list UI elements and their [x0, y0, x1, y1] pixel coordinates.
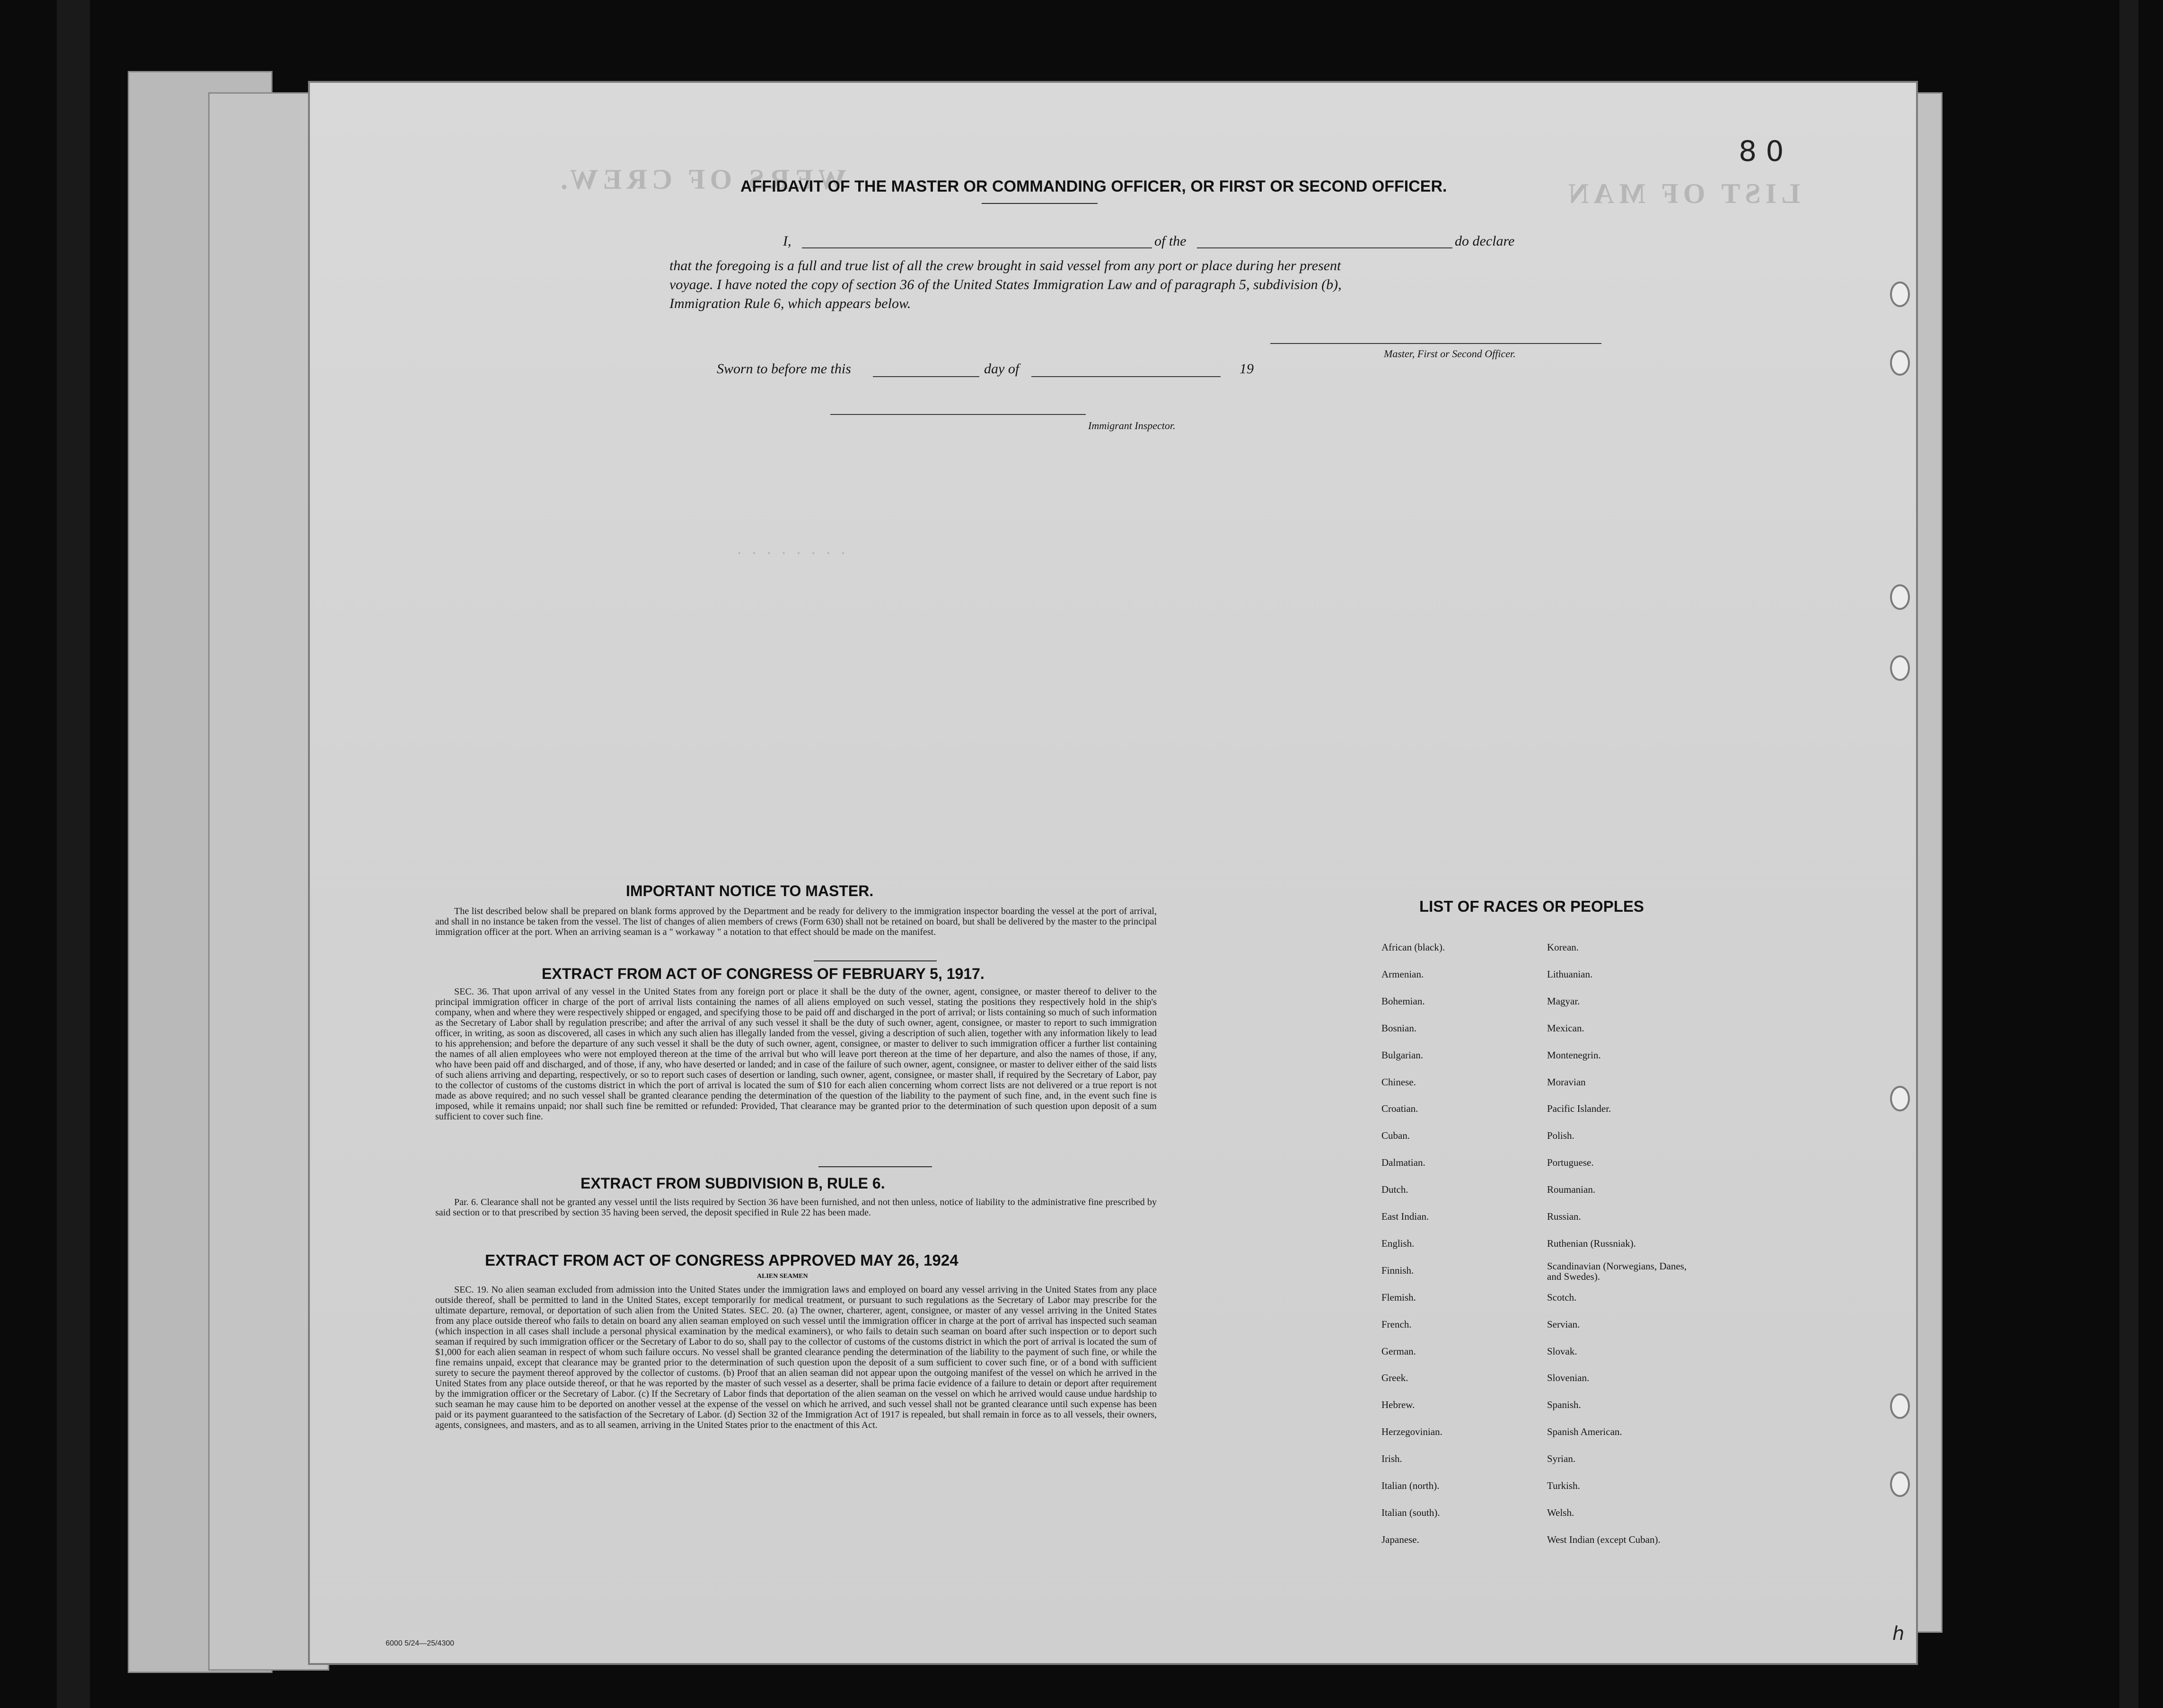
race-left-21: Italian (south).: [1381, 1506, 1440, 1518]
punch-hole-4: [1890, 655, 1910, 681]
race-right-12: Scandinavian (Norwegians, Danes, and Swedes).: [1547, 1260, 1687, 1282]
race-left-12: Finnish.: [1381, 1264, 1414, 1276]
affidavit-text-line-4: Immigration Rule 6, which appears below.: [669, 296, 911, 311]
extract-1917-rule: [818, 1166, 932, 1167]
race-left-0: African (black).: [1381, 942, 1445, 953]
form-number: 6000 5/24—25/4300: [386, 1639, 455, 1647]
race-left-15: German.: [1381, 1345, 1416, 1357]
race-right-16: Slovenian.: [1547, 1372, 1590, 1384]
race-left-22: Japanese.: [1381, 1533, 1419, 1545]
sworn-prefix: Sworn to before me this: [717, 361, 851, 377]
affidavit-i: I,: [783, 233, 791, 249]
inspector-label: Immigrant Inspector.: [1088, 420, 1176, 431]
punch-hole-6: [1890, 1393, 1910, 1419]
sworn-month-line: [1031, 376, 1221, 377]
race-right-22: West Indian (except Cuban).: [1547, 1533, 1661, 1545]
master-signature-line: [1270, 343, 1601, 344]
bleed-through-text: · · · · · · · ·: [736, 546, 847, 561]
race-right-17: Spanish.: [1547, 1399, 1581, 1411]
race-right-4: Montenegrin.: [1547, 1049, 1601, 1061]
notice-text: The list described below shall be prepared on blank forms approved by the Department and be ready for delivery to the immigration inspector boarding the vessel at the port of arrival, and shall in no instance be taken from the vessel. The list of changes of alien members of crews (Form 630) shall not be retained on board, but shall be delivered by the master to the principal immigration officer at the port. When an arriving seaman is a " workaway " a notation to that effect should be made on the manifest.: [435, 906, 1157, 937]
race-left-1: Armenian.: [1381, 968, 1424, 980]
race-left-2: Bohemian.: [1381, 995, 1425, 1007]
race-right-14: Servian.: [1547, 1318, 1580, 1330]
punch-hole-1: [1890, 282, 1910, 307]
race-right-15: Slovak.: [1547, 1345, 1577, 1357]
race-left-14: French.: [1381, 1318, 1412, 1330]
affidavit-name-line: [802, 247, 1152, 248]
extract-1924-title: EXTRACT FROM ACT OF CONGRESS APPROVED MAY 26, 1924: [485, 1251, 958, 1269]
master-signature-label: Master, First or Second Officer.: [1384, 348, 1516, 360]
race-right-3: Mexican.: [1547, 1022, 1584, 1034]
affidavit-do-declare: do declare: [1455, 233, 1515, 249]
race-right-9: Roumanian.: [1547, 1184, 1596, 1196]
race-left-9: Dutch.: [1381, 1184, 1408, 1196]
race-left-19: Irish.: [1381, 1453, 1402, 1465]
race-right-6: Pacific Islander.: [1547, 1103, 1611, 1115]
race-right-1: Lithuanian.: [1547, 968, 1593, 980]
race-left-7: Cuban.: [1381, 1130, 1410, 1142]
race-right-8: Portuguese.: [1547, 1157, 1594, 1169]
affidavit-title-rule: [982, 203, 1098, 204]
race-left-4: Bulgarian.: [1381, 1049, 1424, 1061]
affidavit-vessel-line: [1197, 247, 1452, 248]
race-left-17: Hebrew.: [1381, 1399, 1415, 1411]
affidavit-text-line-2: that the foregoing is a full and true list of all the crew brought in said vessel from any port or place during her present: [669, 258, 1341, 273]
race-left-5: Chinese.: [1381, 1076, 1416, 1088]
inspector-signature-line: [830, 414, 1086, 415]
race-left-10: East Indian.: [1381, 1211, 1429, 1222]
race-right-13: Scotch.: [1547, 1291, 1577, 1303]
race-left-8: Dalmatian.: [1381, 1157, 1425, 1169]
corner-handwritten-mark: 8 0: [1739, 135, 1784, 168]
race-right-21: Welsh.: [1547, 1506, 1574, 1518]
corner-tick-mark: h: [1892, 1623, 1905, 1645]
extract-rule6-text: Par. 6. Clearance shall not be granted any vessel until the lists required by Section 36 have been furnished, and not then unless, notice of liability to the administrative fine prescribed by said section or to that prescribed by section 35 having been served, the deposit specified in Rule 22 has been made.: [435, 1197, 1157, 1218]
race-right-19: Syrian.: [1547, 1453, 1576, 1465]
extract-1917-text: SEC. 36. That upon arrival of any vessel in the United States from any foreign port or place it shall be the duty of the owner, agent, consignee, or master thereof to deliver to the principal immigration officer in charge of the port of arrival lists containing the names of all aliens employed on such vessel, stating the positions they respectively hold in the ship's company, when and where they were respectively shipped or engaged, and specifying those to be paid off and discharged in the port of arrival; or lists containing so much of such information as the Secretary of Labor shall by regulation prescribe; and after the arrival of any such vessel it shall be the duty of such owner, agent, consignee, or master to report to such immigration officer, in writing, as soon as discovered, all cases in which any such alien has illegally landed from the vessel, giving a description of such alien, together with any information likely to lead to his apprehension; and before the departure of any such vessel it shall be the duty of such owner, agent, consignee, or master to deliver to such immigration officer a further list containing the names of all alien employees who were not employed thereon at the time of the arrival but who will leave port thereon at the time of her departure, and also the names of those, if any, who have been paid off and discharged, and of those, if any, who have deserted or landed; and in case of the failure of such owner, agent, consignee, or master to deliver either of the said lists of such aliens arriving and departing, respectively, or so to report such cases of desertion or landing, such owner, agent, consignee, or master shall, if required by the Secretary of Labor, pay to the collector of customs of the customs district in which the port of arrival is located the sum of $10 for each alien concerning whom correct lists are not delivered or a true report is not made as above required; and no such vessel shall be granted clearance pending the determination of the question of the liability to the payment of such fine, and, in the event such fine is imposed, while it remains unpaid; nor shall such fine be remitted or refunded: Provided, That clearance may be granted prior to the determination of such question upon deposit of a sum sufficient to cover such fine.: [435, 986, 1157, 1122]
notice-title: IMPORTANT NOTICE TO MASTER.: [626, 882, 874, 899]
punch-hole-7: [1890, 1471, 1910, 1497]
document-page: [310, 83, 1916, 1663]
affidavit-title: AFFIDAVIT OF THE MASTER OR COMMANDING OFFICER, OR FIRST OR SECOND OFFICER.: [740, 177, 1447, 195]
right-dark-edge: [2119, 0, 2138, 1708]
race-right-10: Russian.: [1547, 1211, 1581, 1222]
race-left-11: English.: [1381, 1237, 1415, 1249]
sworn-year: 19: [1240, 361, 1254, 377]
race-right-11: Ruthenian (Russniak).: [1547, 1237, 1636, 1249]
extract-rule6-title: EXTRACT FROM SUBDIVISION B, RULE 6.: [580, 1175, 885, 1192]
race-left-3: Bosnian.: [1381, 1022, 1417, 1034]
race-left-16: Greek.: [1381, 1372, 1408, 1384]
extract-1917-title: EXTRACT FROM ACT OF CONGRESS OF FEBRUARY 5, 1917.: [542, 965, 985, 982]
punch-hole-2: [1890, 350, 1910, 376]
race-right-7: Polish.: [1547, 1130, 1574, 1142]
extract-1924-text: SEC. 19. No alien seaman excluded from admission into the United States under the immigration laws and employed on board any vessel arriving in the United States from any place outside thereof, shall be permitted to land in the United States, except temporarily for medical treatment, or pursuant to such regulations as the Secretary of Labor may prescribe for the ultimate departure, removal, or deportation of such alien from the United States. SEC. 20. (a) The owner, charterer, agent, consignee, or master of any vessel arriving in the United States from any place outside thereof who fails to detain on board any alien seaman employed on such vessel until the immigration officer in charge at the port of arrival has inspected such seaman (which inspection in all cases shall include a personal physical examination by the medical examiners), or who fails to detain such seaman on board after such inspection or to deport such seaman if required by such immigration officer or the Secretary of Labor to do so, shall pay to the collector of customs of the customs district in which the port of arrival is located the sum of $1,000 for each alien seaman in respect of whom such failure occurs. No vessel shall be granted clearance pending the determination of the liability to the payment of such fine, or while the fine remains unpaid, except that clearance may be granted prior to the determination of such question upon the deposit of a sum sufficient to cover such fine, or of a bond with sufficient surety to secure the payment thereof approved by the collector of customs. (b) Proof that an alien seaman did not appear upon the outgoing manifest of the vessel on which he arrived in the United States from any place outside thereof, or that he was reported by the master of such vessel as a deserter, shall be prima facie evidence of a failure to detain or deport after requirement by the immigration officer or the Secretary of Labor. (c) If the Secretary of Labor finds that deportation of the alien seaman on the vessel on which he arrived would cause undue hardship to such seaman he may cause him to be deported on another vessel at the expense of the vessel on which he arrived, and such vessel shall not be granted clearance until such expense has been paid or its payment guaranteed to the satisfaction of the Secretary of Labor. (d) Section 32 of the Immigration Act of 1917 is repealed, but shall remain in force as to all vessels, their owners, agents, consignees, and masters, and as to all seamen, arriving in the United States prior to the enactment of this Act.: [435, 1285, 1157, 1430]
races-title: LIST OF RACES OR PEOPLES: [1419, 898, 1644, 915]
race-right-5: Moravian: [1547, 1076, 1586, 1088]
affidavit-of-the: of the: [1154, 233, 1187, 249]
bleed-through-title: WERS OF CREW.: [556, 164, 846, 195]
punch-hole-5: [1890, 1086, 1910, 1111]
race-right-20: Turkish.: [1547, 1480, 1580, 1491]
race-right-0: Korean.: [1547, 942, 1579, 953]
race-left-13: Flemish.: [1381, 1291, 1416, 1303]
race-right-2: Magyar.: [1547, 995, 1580, 1007]
bleed-through-title-right: LIST OF MAN: [1564, 178, 1801, 209]
race-left-18: Herzegovinian.: [1381, 1426, 1442, 1438]
sworn-date-line: [873, 376, 979, 377]
race-left-6: Croatian.: [1381, 1103, 1418, 1115]
sworn-day-of: day of: [984, 361, 1020, 377]
extract-1924-subtitle: ALIEN SEAMEN: [757, 1273, 808, 1280]
race-left-20: Italian (north).: [1381, 1480, 1440, 1491]
left-dark-edge: [57, 0, 90, 1708]
race-right-18: Spanish American.: [1547, 1426, 1622, 1438]
notice-rule: [814, 960, 937, 961]
affidavit-text-line-3: voyage. I have noted the copy of section 36 of the United States Immigration Law and of paragraph 5, subdivision (b),: [669, 277, 1342, 292]
punch-hole-3: [1890, 584, 1910, 610]
